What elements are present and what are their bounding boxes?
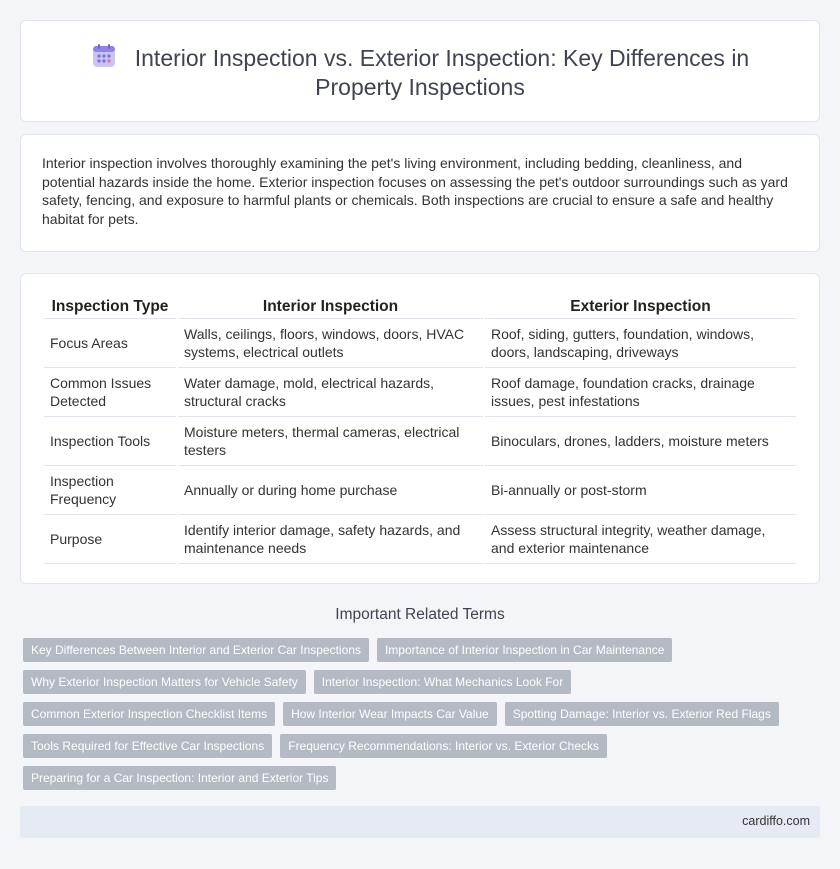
exterior-cell: Bi-annually or post-storm (485, 466, 796, 515)
header-inspection-type: Inspection Type (44, 295, 176, 319)
table-row (44, 466, 796, 515)
related-terms-list (23, 638, 813, 798)
related-terms-heading: Important Related Terms (335, 606, 505, 623)
related-term-link[interactable]: Frequency Recommendations: Interior vs. Exterior Checks (280, 734, 607, 758)
related-term-link[interactable]: Key Differences Between Interior and Exterior Car Inspections (23, 638, 369, 662)
comparison-card (20, 273, 820, 584)
tag-row (23, 670, 813, 694)
exterior-cell: Assess structural integrity, weather damage, and exterior maintenance (485, 515, 796, 564)
exterior-cell: Roof, siding, gutters, foundation, windows, doors, landscaping, driveways (485, 319, 796, 368)
row-label: Purpose (44, 515, 176, 564)
title-card (20, 20, 820, 122)
related-term-link[interactable]: Preparing for a Car Inspection: Interior and Exterior Tips (23, 766, 336, 790)
exterior-cell: Binoculars, drones, ladders, moisture meters (485, 417, 796, 466)
tag-row (23, 638, 813, 662)
table-row (44, 515, 796, 564)
related-term-link[interactable]: Spotting Damage: Interior vs. Exterior Red Flags (505, 702, 779, 726)
comparison-table (42, 295, 798, 564)
intro-paragraph: Interior inspection involves thoroughly examining the pet's living environment, including bedding, cleanliness, and potential hazards inside the home. Exterior inspection focuses on assessing the pet's outdoor surroundings such as yard safety, fencing, and exposure to harmful plants or chemicals. Both inspections are crucial to ensure a safe and healthy habitat for pets. (42, 155, 788, 227)
header-exterior: Exterior Inspection (485, 295, 796, 319)
footer-site-link[interactable]: cardiffo.com (742, 814, 810, 828)
tag-row (23, 734, 813, 758)
title-text: Interior Inspection vs. Exterior Inspection: Key Differences in Property Inspections (134, 45, 750, 100)
table-row (44, 319, 796, 368)
row-label: Common Issues Detected (44, 368, 176, 417)
interior-cell: Annually or during home purchase (178, 466, 483, 515)
related-term-link[interactable]: How Interior Wear Impacts Car Value (283, 702, 497, 726)
row-label: Inspection Frequency (44, 466, 176, 515)
interior-cell: Walls, ceilings, floors, windows, doors, HVAC systems, electrical outlets (178, 319, 483, 368)
interior-cell: Water damage, mold, electrical hazards, structural cracks (178, 368, 483, 417)
tag-row (23, 702, 813, 726)
calendar-icon (91, 43, 117, 69)
interior-cell: Moisture meters, thermal cameras, electrical testers (178, 417, 483, 466)
table-row (44, 368, 796, 417)
related-term-link[interactable]: Importance of Interior Inspection in Car Maintenance (377, 638, 672, 662)
related-term-link[interactable]: Common Exterior Inspection Checklist Items (23, 702, 275, 726)
related-term-link[interactable]: Interior Inspection: What Mechanics Look For (314, 670, 571, 694)
header-interior: Interior Inspection (178, 295, 483, 319)
exterior-cell: Roof damage, foundation cracks, drainage issues, pest infestations (485, 368, 796, 417)
intro-card (20, 134, 820, 252)
table-row (44, 417, 796, 466)
interior-cell: Identify interior damage, safety hazards, and maintenance needs (178, 515, 483, 564)
footer-bar (20, 806, 820, 838)
related-term-link[interactable]: Tools Required for Effective Car Inspections (23, 734, 272, 758)
tag-row (23, 766, 813, 790)
row-label: Inspection Tools (44, 417, 176, 466)
page-title (21, 43, 819, 102)
row-label: Focus Areas (44, 319, 176, 368)
table-header-row (44, 295, 796, 319)
related-term-link[interactable]: Why Exterior Inspection Matters for Vehicle Safety (23, 670, 306, 694)
